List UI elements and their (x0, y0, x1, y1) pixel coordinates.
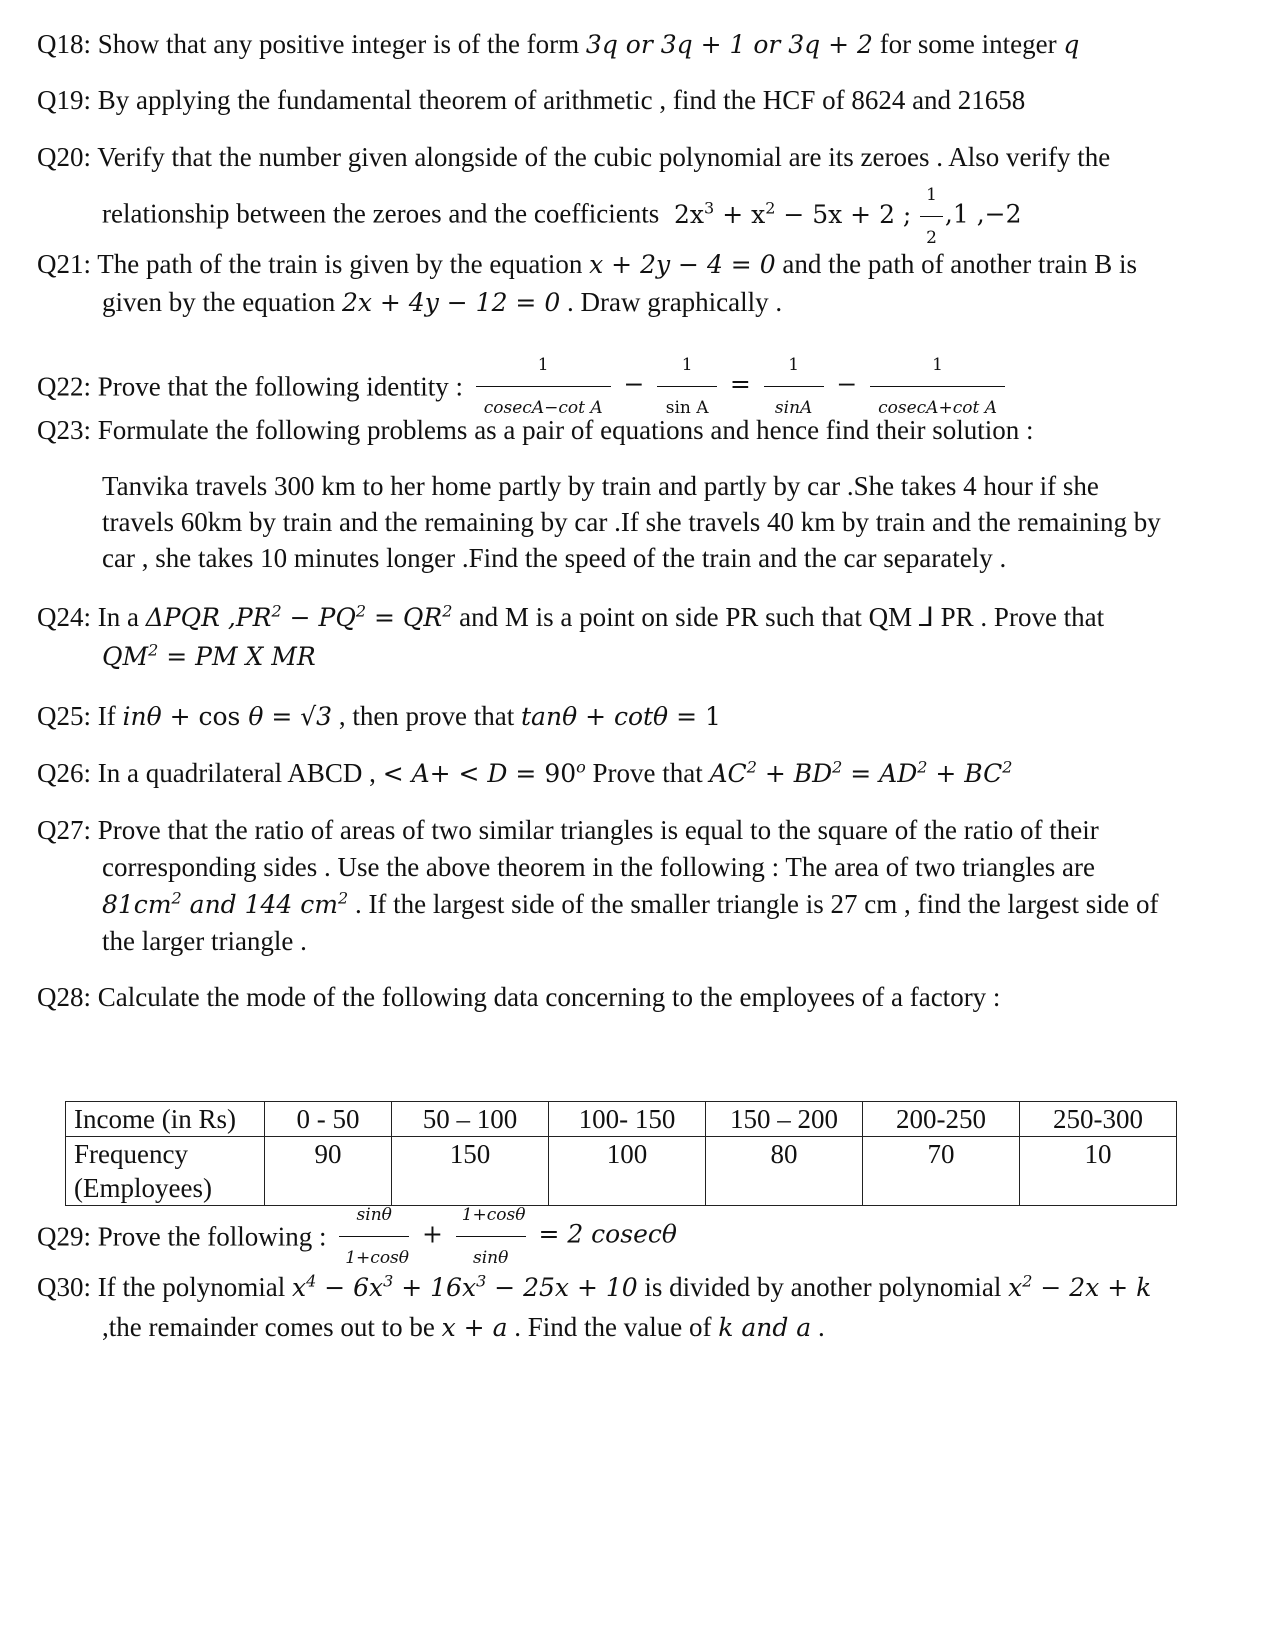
question-label: Q22: (37, 371, 91, 402)
question-text: The path of the train is given by the equation (97, 249, 583, 279)
question-text: , then prove that (338, 701, 515, 731)
question-27-continued (37, 849, 1275, 960)
table-cell: 50 – 100 (392, 1102, 549, 1137)
fraction-half: $\frac{1}{2}$ (920, 176, 943, 257)
table-cell: 100- 150 (549, 1102, 706, 1137)
question-21-line-2 (37, 283, 1275, 322)
question-label: Q28: (37, 982, 91, 1012)
paragraph-line: Tanvika travels 300 km to her home partly by train and partly by car .She takes 4 hour if she (102, 471, 1099, 501)
question-label: Q18: (37, 29, 91, 59)
question-text: and the path of another train B is (782, 249, 1138, 279)
polynomial: $2x^3 + x^2 - 5x + 2$ ; (674, 198, 912, 229)
question-29 (37, 1196, 1252, 1277)
question-18 (37, 25, 1252, 64)
question-label: Q20: (37, 142, 91, 172)
paragraph-line: car , she takes 10 minutes longer .Find the speed of the train and the car separately . (102, 543, 1007, 573)
question-label: Q21: (37, 249, 91, 279)
math-expression: x + a (441, 1313, 508, 1342)
question-text: . If the largest side of the smaller triangle is 27 cm , find the largest side of (354, 889, 1159, 919)
math-expression: $AC^2 + BD^2 = AD^2 + BC^2$ (709, 757, 1013, 788)
equation: 2x + 4y − 12 = 0 (341, 288, 561, 317)
question-19 (37, 81, 1252, 119)
question-label: Q26: (37, 758, 91, 788)
question-24-line-2 (37, 637, 1275, 676)
table-cell: 250-300 (1020, 1102, 1177, 1137)
table-cell: 90 (265, 1137, 392, 1206)
table-cell: 70 (863, 1137, 1020, 1206)
question-30-line-2 (37, 1308, 1275, 1347)
paragraph-line: the larger triangle . (102, 926, 307, 956)
table-cell: 10 (1020, 1137, 1177, 1206)
question-26 (37, 754, 1252, 793)
paragraph-line: corresponding sides . Use the above theorem in the following : The area of two triangles are (102, 852, 1095, 882)
question-text: By applying the fundamental theorem of arithmetic , find the HCF of 8624 and 21658 (97, 85, 1026, 115)
question-24 (37, 598, 1252, 637)
fraction-term-1: $\frac{1}{\text{cosecA−cot A}}$ (476, 346, 611, 427)
table-header-cell: Frequency (Employees) (66, 1137, 265, 1206)
question-text: Prove that the ratio of areas of two similar triangles is equal to the square of the ratio of their (97, 815, 1099, 845)
table-cell: 150 (392, 1137, 549, 1206)
question-text: given by the equation (102, 287, 336, 317)
math-expression: k and a (718, 1313, 812, 1342)
fraction-term-2: $\frac{1}{\text{sin A}}$ (657, 346, 717, 427)
question-text: In a (97, 602, 139, 632)
question-text: Verify that the number given alongside of the cubic polynomial are its zeroes . Also verify the (97, 142, 1111, 172)
table-header-cell: Income (in Rs) (66, 1102, 265, 1137)
question-text: Prove the following : (97, 1221, 327, 1252)
question-text: Show that any positive integer is of the form (97, 29, 580, 59)
question-21 (37, 245, 1252, 284)
divisor-polynomial: $x^2 - 2x + k$ (1008, 1271, 1152, 1302)
fraction-term-4: $\frac{1}{\text{cosecA+cot A}}$ (870, 346, 1005, 427)
math-expression: $QM^2$ = PM X MR (102, 640, 316, 671)
fraction-term-3: $\frac{1}{\sin A}$ (764, 346, 824, 427)
operator: = (729, 369, 751, 399)
question-28 (37, 978, 1252, 1016)
question-text: . Draw graphically . (566, 287, 783, 317)
question-23 (37, 411, 1252, 449)
question-label: Q25: (37, 701, 91, 731)
question-27 (37, 811, 1252, 849)
table-cell: 100 (549, 1137, 706, 1206)
fraction-term-1: $\frac{\sin\theta}{1+\cos\theta}$ (339, 1196, 409, 1277)
question-text: relationship between the zeroes and the coefficients (102, 198, 660, 229)
polynomial: $x^4 - 6x^3 + 16x^3 - 25x + 10$ (291, 1271, 638, 1302)
math-expression: 3q or 3q + 1 or 3q + 2 (585, 30, 873, 59)
question-text: ,the remainder comes out to be (102, 1312, 435, 1342)
question-text: Prove that (592, 758, 703, 788)
question-20 (37, 138, 1252, 176)
table-cell: 80 (706, 1137, 863, 1206)
math-variable: q (1063, 30, 1080, 59)
question-text: If (97, 701, 116, 731)
question-label: Q19: (37, 85, 91, 115)
operator: − (623, 369, 645, 399)
question-text: . Find the value of (514, 1312, 712, 1342)
question-text: Formulate the following problems as a pair of equations and hence find their solution : (97, 415, 1034, 445)
equation: x + 2y − 4 = 0 (589, 250, 776, 279)
question-text: is divided by another polynomial (644, 1272, 1002, 1302)
math-expression: $81cm^2$ and 144 $cm^2$ (102, 888, 349, 919)
question-text: for some integer (879, 29, 1057, 59)
question-text: Prove that the following identity : (97, 371, 463, 402)
question-text: and M is a point on side PR such that QM ⅃ PR . Prove that (459, 602, 1105, 632)
paragraph-line (102, 886, 1275, 923)
question-25 (37, 697, 1252, 736)
fraction-term-2: $\frac{1+\cos\theta}{\sin\theta}$ (456, 1196, 526, 1277)
table-cell: 200-250 (863, 1102, 1020, 1137)
question-label: Q27: (37, 815, 91, 845)
table-cell: 150 – 200 (706, 1102, 863, 1137)
frequency-table (65, 1101, 1177, 1206)
question-text: . (817, 1312, 825, 1342)
paragraph-line: travels 60km by train and the remaining by car .If she travels 40 km by train and the remaining by (102, 507, 1161, 537)
operator: − (836, 369, 858, 399)
question-label: Q24: (37, 602, 91, 632)
question-text: In a quadrilateral ABCD , (97, 758, 376, 788)
math-expression: inθ + cos θ = √3 (122, 702, 333, 731)
question-23-paragraph (37, 468, 1275, 576)
math-expression: tanθ + cotθ = 1 (521, 702, 721, 731)
question-text: If the polynomial (97, 1272, 286, 1302)
question-30 (37, 1268, 1252, 1307)
question-label: Q29: (37, 1221, 91, 1252)
question-text: Calculate the mode of the following data concerning to the employees of a factory : (97, 982, 1001, 1012)
math-expression: ΔPQR $,PR^2 - PQ^2 = QR^2$ (145, 601, 453, 632)
table-cell: 0 - 50 (265, 1102, 392, 1137)
zeroes: ,1 ,−2 (944, 199, 1022, 229)
question-label: Q23: (37, 415, 91, 445)
math-expression: < $A+ < D = 90^o$ (382, 757, 586, 788)
operator: + (421, 1219, 443, 1249)
math-expression: = 2 cosecθ (538, 1219, 677, 1249)
table-row (66, 1102, 1177, 1137)
question-label: Q30: (37, 1272, 91, 1302)
